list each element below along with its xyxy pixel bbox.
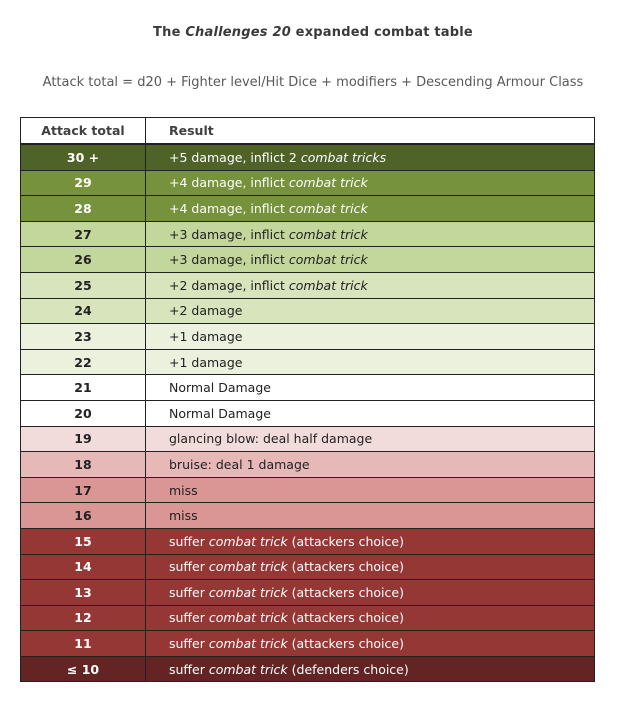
result-suffix-text: (defenders choice) — [287, 661, 409, 677]
result-cell — [146, 503, 595, 529]
title-suffix: expanded combat table — [290, 25, 473, 40]
attack-total-cell: 22 — [21, 349, 146, 375]
attack-total-cell: 19 — [21, 426, 146, 452]
table-row — [21, 170, 595, 196]
result-text: suffer — [169, 584, 209, 600]
attack-formula: Attack total = d20 + Fighter level/Hit Dice + modifiers + Descending Armour Class — [42, 75, 584, 90]
result-italic-text: combat trick — [208, 610, 288, 626]
attack-total-cell: 24 — [21, 298, 146, 324]
result-text: +3 damage, inflict — [169, 252, 289, 268]
result-cell — [146, 375, 595, 401]
result-text: suffer — [169, 661, 209, 677]
table-row — [21, 605, 595, 631]
result-text: miss — [169, 508, 198, 524]
result-suffix-text: (attackers choice) — [287, 636, 404, 652]
result-cell — [146, 631, 595, 657]
result-text: miss — [169, 482, 198, 498]
result-cell — [146, 452, 595, 478]
attack-total-cell: 20 — [21, 400, 146, 426]
table-row — [21, 503, 595, 529]
result-cell — [146, 580, 595, 606]
title-italic: Challenges 20 — [185, 25, 291, 40]
table-row — [21, 580, 595, 606]
table-row — [21, 272, 595, 298]
result-cell — [146, 349, 595, 375]
result-cell — [146, 656, 595, 682]
result-suffix-text: (attackers choice) — [287, 559, 404, 575]
table-row — [21, 375, 595, 401]
result-suffix-text: (attackers choice) — [287, 584, 404, 600]
header-attack-total: Attack total — [21, 118, 146, 145]
result-cell — [146, 170, 595, 196]
attack-total-cell: 26 — [21, 247, 146, 273]
attack-total-cell: 18 — [21, 452, 146, 478]
result-text: +5 damage, inflict 2 — [169, 149, 301, 165]
table-row — [21, 452, 595, 478]
result-cell — [146, 221, 595, 247]
result-italic-text: combat trick — [208, 559, 288, 575]
result-italic-text: combat trick — [288, 252, 368, 268]
result-text: +4 damage, inflict — [169, 175, 289, 191]
result-text: suffer — [169, 533, 209, 549]
table-row — [21, 656, 595, 682]
attack-total-cell: 28 — [21, 196, 146, 222]
result-suffix-text: (attackers choice) — [287, 610, 404, 626]
result-text: bruise: deal 1 damage — [169, 456, 310, 472]
result-text: glancing blow: deal half damage — [169, 431, 373, 447]
result-suffix-text: (attackers choice) — [287, 533, 404, 549]
attack-total-cell: 30 + — [21, 144, 146, 170]
table-row — [21, 528, 595, 554]
attack-total-cell: 14 — [21, 554, 146, 580]
table-row — [21, 196, 595, 222]
title-prefix: The — [153, 25, 186, 40]
table-row — [21, 221, 595, 247]
result-cell — [146, 196, 595, 222]
table-row — [21, 144, 595, 170]
header-row — [21, 118, 595, 145]
result-cell — [146, 144, 595, 170]
result-cell — [146, 272, 595, 298]
result-italic-text: combat trick — [208, 584, 288, 600]
result-cell — [146, 605, 595, 631]
result-cell — [146, 324, 595, 350]
result-italic-text: combat trick — [288, 226, 368, 242]
table-row — [21, 554, 595, 580]
table-row — [21, 298, 595, 324]
result-text: +4 damage, inflict — [169, 200, 289, 216]
attack-total-cell: 21 — [21, 375, 146, 401]
result-italic-text: combat trick — [288, 200, 368, 216]
table-row — [21, 349, 595, 375]
attack-total-cell: 29 — [21, 170, 146, 196]
attack-total-cell: 12 — [21, 605, 146, 631]
attack-total-cell: 23 — [21, 324, 146, 350]
attack-total-cell: 25 — [21, 272, 146, 298]
result-text: +3 damage, inflict — [169, 226, 289, 242]
attack-total-cell: 15 — [21, 528, 146, 554]
result-text: Normal Damage — [169, 405, 271, 421]
result-cell — [146, 528, 595, 554]
result-italic-text: combat trick — [208, 661, 288, 677]
table-row — [21, 477, 595, 503]
result-cell — [146, 400, 595, 426]
result-text: +1 damage — [169, 354, 243, 370]
result-text: +2 damage, inflict — [169, 277, 289, 293]
attack-total-cell: 13 — [21, 580, 146, 606]
table-row — [21, 324, 595, 350]
result-cell — [146, 426, 595, 452]
result-text: +2 damage — [169, 303, 243, 319]
result-italic-text: combat trick — [288, 277, 368, 293]
table-row — [21, 247, 595, 273]
attack-total-cell: 16 — [21, 503, 146, 529]
result-cell — [146, 477, 595, 503]
result-text: +1 damage — [169, 328, 243, 344]
combat-table — [20, 117, 595, 682]
document-title — [0, 25, 626, 40]
result-cell — [146, 554, 595, 580]
attack-total-cell: 27 — [21, 221, 146, 247]
attack-total-cell: ≤ 10 — [21, 656, 146, 682]
result-italic-text: combat trick — [208, 636, 288, 652]
result-italic-text: combat tricks — [300, 149, 387, 165]
result-text: suffer — [169, 610, 209, 626]
table-row — [21, 400, 595, 426]
result-italic-text: combat trick — [208, 533, 288, 549]
table-row — [21, 426, 595, 452]
result-text: suffer — [169, 636, 209, 652]
header-result: Result — [146, 118, 595, 145]
result-cell — [146, 298, 595, 324]
attack-total-cell: 17 — [21, 477, 146, 503]
result-italic-text: combat trick — [288, 175, 368, 191]
result-cell — [146, 247, 595, 273]
result-text: suffer — [169, 559, 209, 575]
table-row — [21, 631, 595, 657]
result-text: Normal Damage — [169, 380, 271, 396]
attack-total-cell: 11 — [21, 631, 146, 657]
